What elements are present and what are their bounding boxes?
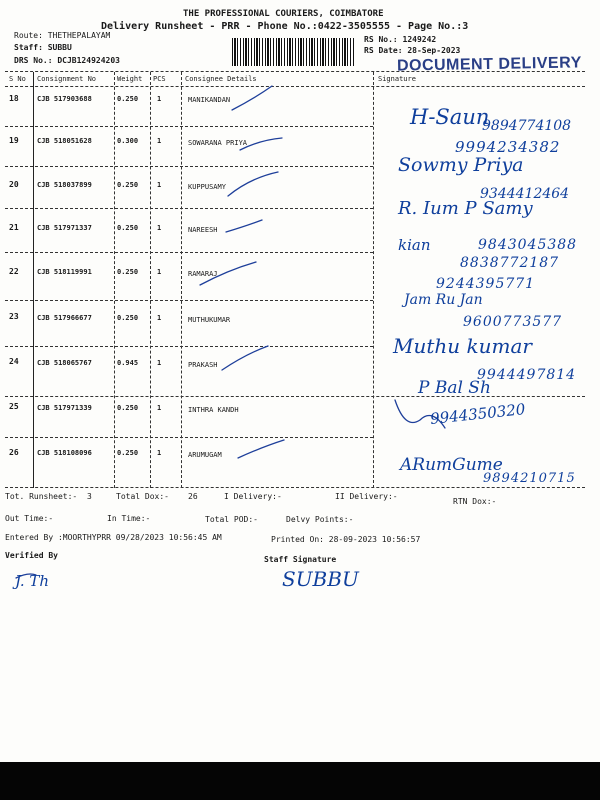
cell-consignment: CJB 517971339 — [37, 404, 92, 412]
tot-runsheet-label: Tot. Runsheet:- — [5, 492, 78, 501]
printed-on: Printed On: 28-09-2023 10:56:57 — [271, 535, 421, 544]
delvy-points: Delvy Points:- — [286, 515, 354, 524]
handwritten-phone: 9894210715 — [483, 471, 576, 486]
total-pod: Total POD:- — [205, 515, 258, 524]
cell-consignee: ARUMUGAM — [188, 451, 222, 459]
staff-signature-label: Staff Signature — [264, 555, 337, 564]
handwritten-name: Muthu kumar — [393, 334, 532, 358]
pen-stroke — [232, 86, 272, 110]
handwritten-name: ARumGume — [400, 455, 503, 475]
cell-consignment: CJB 518051628 — [37, 137, 92, 145]
cell-weight: 0.945 — [117, 359, 139, 367]
cell-consignee: RAMARAJ — [188, 270, 218, 278]
cell-pcs: 1 — [157, 95, 162, 103]
runsheet-title: Delivery Runsheet - PRR - Phone No.:0422-3505555 - Page No.:3 — [101, 21, 469, 32]
rs-date: RS Date: 28-Sep-2023 — [364, 46, 461, 55]
cell-consignee: SOWARANA PRIYA — [188, 139, 248, 147]
handwritten-phone: 9894774108 — [482, 118, 572, 134]
cell-consignment: CJB 517903688 — [37, 95, 92, 103]
col-header-consignment: Consignment No — [37, 75, 97, 83]
handwritten-phone: 9344412464 — [480, 186, 570, 202]
cell-sno: 24 — [9, 357, 19, 366]
rtn-dox: RTN Dox:- — [453, 497, 497, 506]
cell-weight: 0.300 — [117, 137, 139, 145]
cell-weight: 0.250 — [117, 181, 139, 189]
pen-stroke — [222, 346, 268, 370]
cell-consignee: PRAKASH — [188, 361, 218, 369]
entered-by: Entered By :MOORTHYPRR 09/28/2023 10:56:45 AM — [5, 533, 222, 542]
rs-number: RS No.: 1249242 — [364, 35, 437, 44]
cell-sno: 21 — [9, 223, 19, 232]
handwritten-name: R. Ium P Samy — [398, 198, 533, 219]
cell-pcs: 1 — [157, 137, 162, 145]
handwritten-phone: 8838772187 — [460, 255, 560, 271]
cell-pcs: 1 — [157, 404, 162, 412]
out-time: Out Time:- — [5, 514, 54, 523]
handwritten-phone: 9600773577 — [463, 314, 563, 330]
pen-stroke — [228, 172, 278, 196]
cell-pcs: 1 — [157, 449, 162, 457]
pen-stroke — [226, 220, 262, 232]
pen-stroke — [240, 138, 282, 150]
cell-pcs: 1 — [157, 314, 162, 322]
ii-delivery: II Delivery:- — [335, 492, 398, 501]
col-header-weight: Weight — [117, 75, 143, 83]
cell-pcs: 1 — [157, 224, 162, 232]
cell-consignee: INTHRA KANDH — [188, 406, 239, 414]
cell-consignment: CJB 518119991 — [37, 268, 92, 276]
handwritten-name: kian — [398, 236, 431, 254]
handwritten-phone: 9944350320 — [429, 400, 527, 428]
pen-stroke — [238, 440, 284, 458]
cell-weight: 0.250 — [117, 449, 139, 457]
document-delivery-stamp: DOCUMENT DELIVERY — [396, 54, 582, 75]
cell-consignment: CJB 518065767 — [37, 359, 92, 367]
handwritten-phone: 9843045388 — [478, 237, 578, 253]
total-dox-value: 26 — [188, 492, 198, 501]
cell-sno: 19 — [9, 136, 19, 145]
verifier-signature: J. Th — [15, 572, 50, 590]
cell-consignee: KUPPUSAMY — [188, 183, 226, 191]
cell-weight: 0.250 — [117, 224, 139, 232]
scan-bottom-edge — [0, 762, 600, 800]
col-header-pcs: PCS — [153, 75, 166, 83]
cell-sno: 22 — [9, 267, 19, 276]
route-label: Route: THETHEPALAYAM — [14, 31, 111, 40]
cell-weight: 0.250 — [117, 314, 139, 322]
handwritten-phone: 9994234382 — [455, 138, 561, 156]
col-header-signature: Signature — [378, 75, 416, 83]
cell-weight: 0.250 — [117, 404, 139, 412]
cell-consignment: CJB 518037899 — [37, 181, 92, 189]
handwritten-name: Jam Ru Jan — [404, 292, 483, 308]
cell-consignment: CJB 518108096 — [37, 449, 92, 457]
staff-signature: SUBBU — [282, 567, 359, 591]
cell-pcs: 1 — [157, 268, 162, 276]
cell-consignee: MUTHUKUMAR — [188, 316, 231, 324]
staff-label: Staff: SUBBU — [14, 43, 72, 52]
cell-consignment: CJB 517971337 — [37, 224, 92, 232]
cell-sno: 25 — [9, 402, 19, 411]
handwritten-name: P Bal Sh — [418, 378, 491, 398]
in-time: In Time:- — [107, 514, 151, 523]
cell-sno: 18 — [9, 94, 19, 103]
cell-sno: 23 — [9, 312, 19, 321]
cell-sno: 20 — [9, 180, 19, 189]
cell-weight: 0.250 — [117, 95, 139, 103]
i-delivery: I Delivery:- — [224, 492, 282, 501]
verified-by-label: Verified By — [5, 551, 58, 560]
cell-consignee: MANIKANDAN — [188, 96, 231, 104]
col-header-consignee: Consignee Details — [185, 75, 257, 83]
handwritten-name: H-Saun — [410, 105, 490, 129]
drs-number: DRS No.: DCJB124924203 — [14, 56, 120, 65]
handwritten-phone: 9244395771 — [436, 276, 536, 292]
cell-pcs: 1 — [157, 359, 162, 367]
handwritten-name: Sowmy Priya — [398, 154, 524, 176]
cell-consignee: NAREESH — [188, 226, 218, 234]
pen-stroke — [200, 262, 256, 285]
cell-pcs: 1 — [157, 181, 162, 189]
cell-weight: 0.250 — [117, 268, 139, 276]
cell-consignment: CJB 517966677 — [37, 314, 92, 322]
tot-runsheet-value: 3 — [87, 492, 92, 501]
company-name: THE PROFESSIONAL COURIERS, COIMBATORE — [183, 9, 384, 19]
handwritten-phone: 9944497814 — [477, 367, 577, 383]
col-header-sno: S No — [9, 75, 26, 83]
total-dox-label: Total Dox:- — [116, 492, 169, 501]
cell-sno: 26 — [9, 448, 19, 457]
